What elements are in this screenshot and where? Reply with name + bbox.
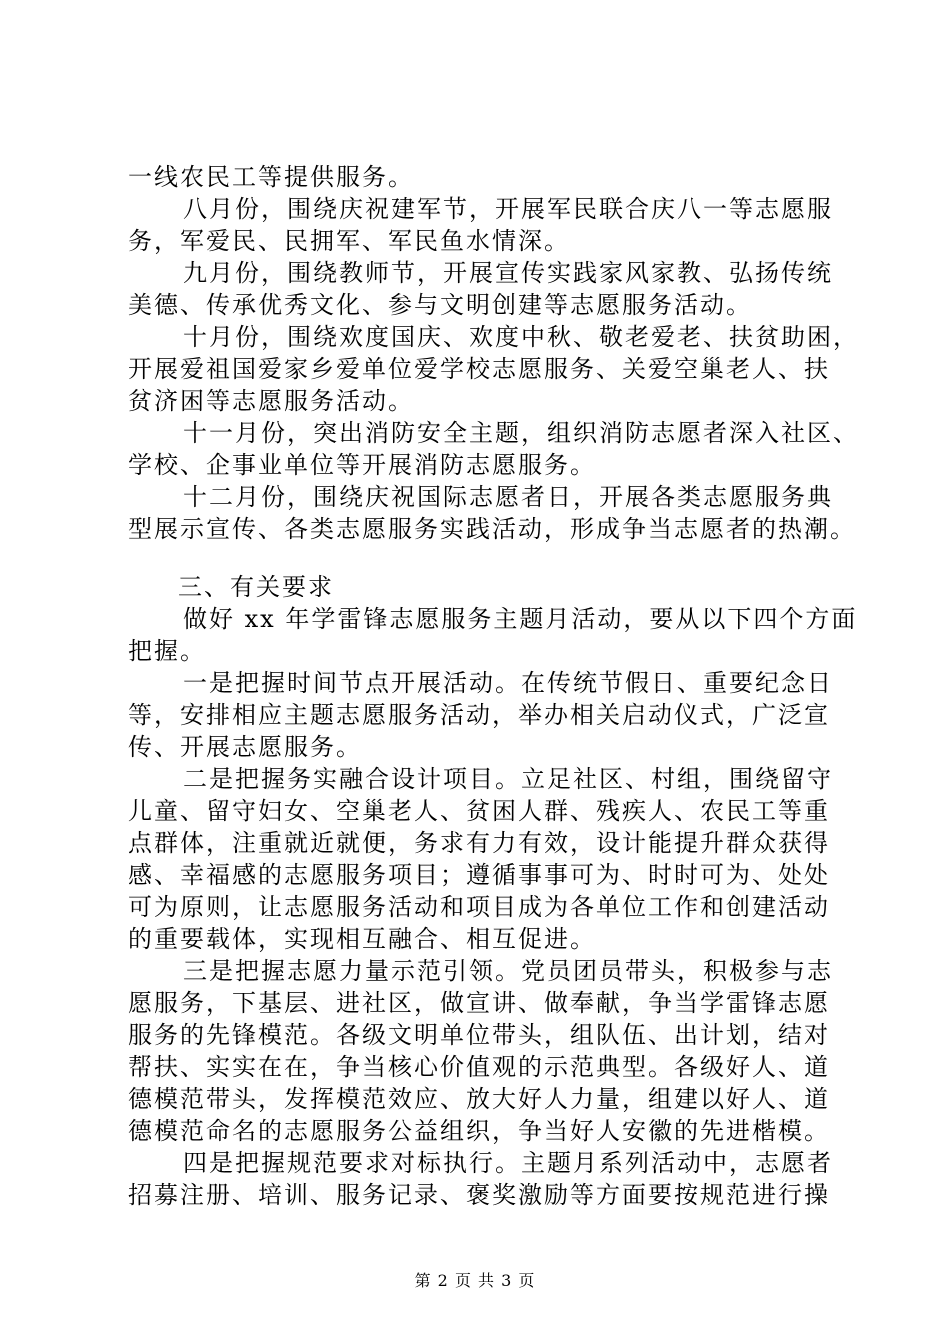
paragraph-start: 十一月份，突出消防安全主题，组织消防志愿者深入社区、 xyxy=(183,419,859,447)
document-body xyxy=(128,161,859,1211)
paragraph-start: 三是把握志愿力量示范引领。党员团员带头，积极参与志 xyxy=(183,957,833,985)
paragraph-start: 做好 xx 年学雷锋志愿服务主题月活动，要从以下四个方面 xyxy=(183,605,858,633)
section-gap xyxy=(128,545,848,571)
body-line: 感、幸福感的志愿服务项目；遵循事事可为、时时可为、处处 xyxy=(128,861,830,889)
paragraph-start: 四是把握规范要求对标执行。主题月系列活动中，志愿者 xyxy=(183,1149,833,1177)
paragraph-start: 十二月份，围绕庆祝国际志愿者日，开展各类志愿服务典 xyxy=(183,483,833,511)
body-line: 开展爱祖国爱家乡爱单位爱学校志愿服务、关爱空巢老人、扶 xyxy=(128,355,830,383)
paragraph-start: 九月份，围绕教师节，开展宣传实践家风家教、弘扬传统 xyxy=(183,259,833,287)
paragraph-start: 十月份，围绕欢度国庆、欢度中秋、敬老爱老、扶贫助困， xyxy=(183,323,859,351)
body-line: 可为原则，让志愿服务活动和项目成为各单位工作和创建活动 xyxy=(128,893,830,921)
body-line: 等，安排相应主题志愿服务活动，举办相关启动仪式，广泛宣 xyxy=(128,701,830,729)
body-line: 传、开展志愿服务。 xyxy=(128,733,362,761)
paragraph-start: 一是把握时间节点开展活动。在传统节假日、重要纪念日 xyxy=(183,669,833,697)
body-line: 帮扶、实实在在，争当核心价值观的示范典型。各级好人、道 xyxy=(128,1053,830,1081)
body-line: 学校、企事业单位等开展消防志愿服务。 xyxy=(128,451,596,479)
body-line: 型展示宣传、各类志愿服务实践活动，形成争当志愿者的热潮。 xyxy=(128,515,856,543)
page-number-footer: 第 2 页 共 3 页 xyxy=(414,1271,536,1290)
body-line: 服务的先锋模范。各级文明单位带头，组队伍、出计划，结对 xyxy=(128,1021,830,1049)
body-line: 美德、传承优秀文化、参与文明创建等志愿服务活动。 xyxy=(128,291,752,319)
section-heading: 三、有关要求 xyxy=(178,573,334,601)
body-line: 的重要载体，实现相互融合、相互促进。 xyxy=(128,925,596,953)
paragraph-start: 八月份，围绕庆祝建军节，开展军民联合庆八一等志愿服 xyxy=(183,195,833,223)
body-line: 愿服务，下基层、进社区，做宣讲、做奉献，争当学雷锋志愿 xyxy=(128,989,830,1017)
body-line: 招募注册、培训、服务记录、褒奖激励等方面要按规范进行操 xyxy=(128,1181,830,1209)
body-line: 贫济困等志愿服务活动。 xyxy=(128,387,414,415)
body-line: 把握。 xyxy=(128,637,206,665)
body-line: 儿童、留守妇女、空巢老人、贫困人群、残疾人、农民工等重 xyxy=(128,797,830,825)
body-line: 务，军爱民、民拥军、军民鱼水情深。 xyxy=(128,227,570,255)
body-line: 点群体，注重就近就便，务求有力有效，设计能提升群众获得 xyxy=(128,829,830,857)
body-line: 德模范带头，发挥模范效应、放大好人力量，组建以好人、道 xyxy=(128,1085,830,1113)
body-line: 德模范命名的志愿服务公益组织，争当好人安徽的先进楷模。 xyxy=(128,1117,830,1145)
body-line: 一线农民工等提供服务。 xyxy=(128,163,414,191)
paragraph-start: 二是把握务实融合设计项目。立足社区、村组，围绕留守 xyxy=(183,765,833,793)
